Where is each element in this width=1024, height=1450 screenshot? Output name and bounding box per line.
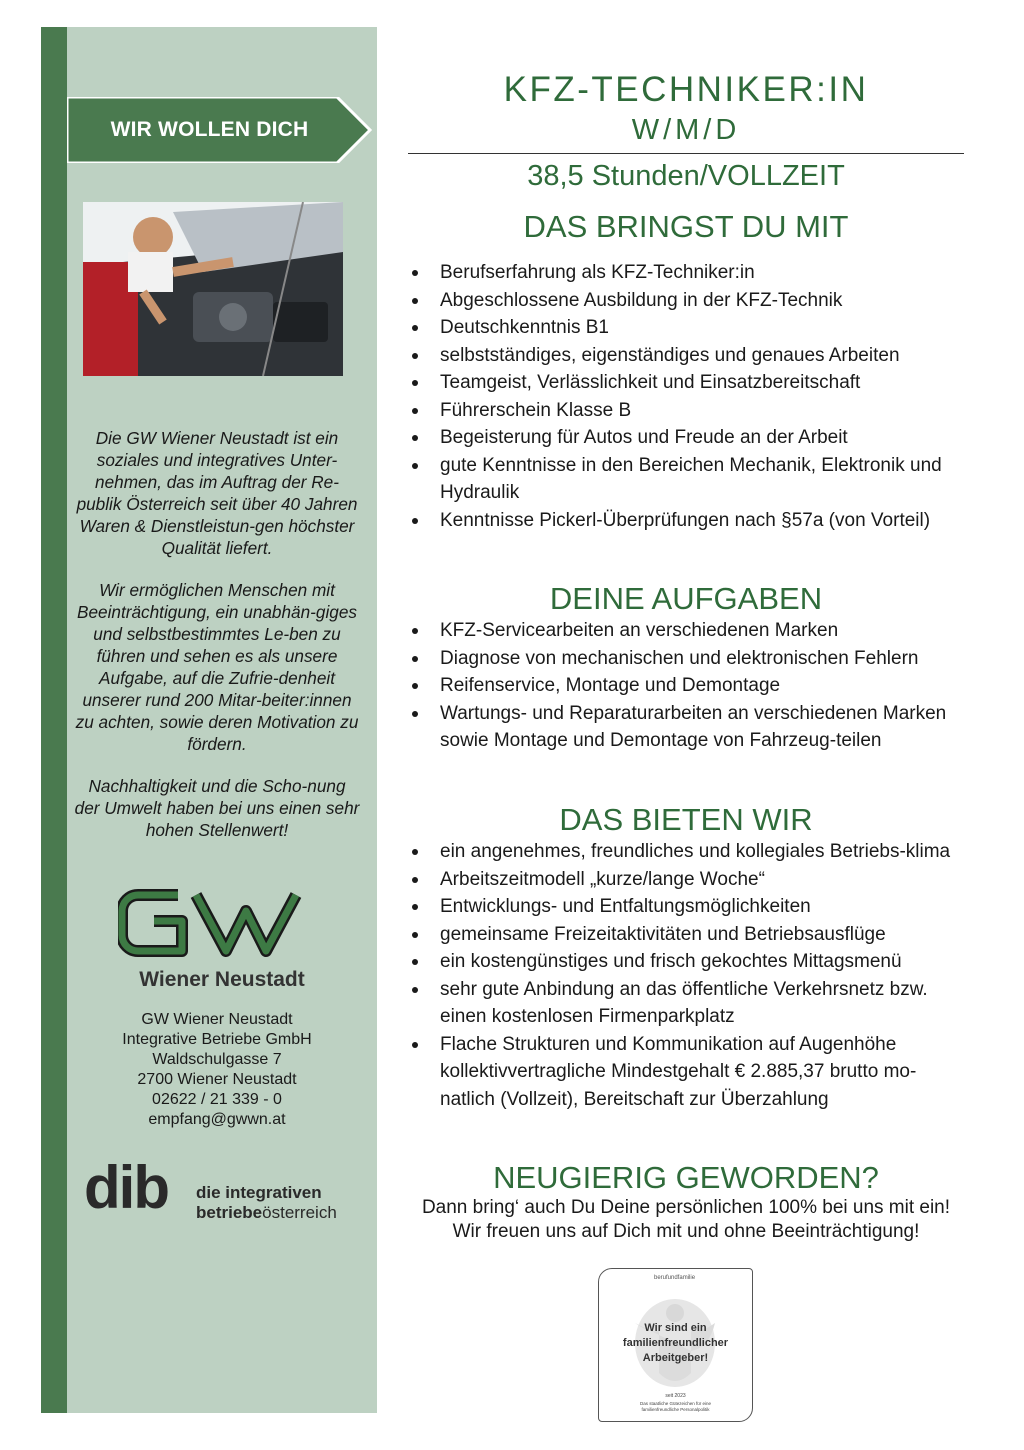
company-address [67, 1010, 367, 1130]
dib-tagline-2 [196, 1203, 337, 1223]
address-legal-name: Integrative Betriebe GmbH [122, 1031, 312, 1048]
badge-text-1: Wir sind ein [644, 1322, 707, 1334]
list-item: ein kostengünstiges und frisch gekochtes Mittagsmenü [410, 948, 970, 976]
list-item: gute Kenntnisse in den Bereichen Mechanik, Elektronik und Hydraulik [410, 452, 970, 507]
closing-line-2: Wir freuen uns auf Dich mit und ohne Beeinträchtigung! [452, 1220, 920, 1242]
list-item: Flache Strukturen und Kommunikation auf Augenhöhe kollektivvertragliche Mindestgehalt € 2.885,37 brutto mo-natlich (Vollzeit), Bereitschaft zur Überzahlung [410, 1031, 970, 1114]
list-item: Arbeitszeitmodell „kurze/lange Woche“ [410, 866, 970, 894]
dib-wordmark: dib [84, 1154, 168, 1221]
curious-heading: NEUGIERIG GEWORDEN? [493, 1160, 879, 1195]
title-divider [408, 153, 964, 154]
list-item: Reifenservice, Montage und Demontage [410, 672, 970, 700]
mechanic-photo [83, 202, 343, 376]
list-item: Abgeschlossene Ausbildung in der KFZ-Technik [410, 287, 970, 315]
badge-text-2: familienfreundlicher [622, 1337, 729, 1349]
address-email: empfang@gwwn.at [148, 1111, 286, 1128]
gw-logo-name: Wiener Neustadt [139, 968, 305, 991]
list-item: Kenntnisse Pickerl-Überprüfungen nach §57a (von Vorteil) [410, 507, 970, 535]
badge-footer-1: Das staatliche Gütezeichen für eine [639, 1401, 712, 1406]
family-friendly-badge [598, 1268, 753, 1422]
list-item: Begeisterung für Autos und Freude an der Arbeit [410, 424, 970, 452]
badge-text [599, 1321, 752, 1366]
banner-text: WIR WOLLEN DICH [110, 118, 309, 141]
list-item: Diagnose von mechanischen und elektronischen Fehlern [410, 645, 970, 673]
dib-tagline-2-rest: österreich [262, 1203, 337, 1222]
sidebar-accent-bar [41, 27, 67, 1413]
badge-header: berufundfamilie [654, 1275, 696, 1281]
badge-since: seit 2023 [665, 1393, 686, 1399]
address-phone: 02622 / 21 339 - 0 [152, 1091, 282, 1108]
address-city: 2700 Wiener Neustadt [137, 1071, 297, 1088]
tasks-list [410, 617, 970, 755]
section-heading-requirements: DAS BRINGST DU MIT [523, 209, 849, 244]
list-item: selbstständiges, eigenständiges und genaues Arbeiten [410, 342, 970, 370]
about-paragraph-1: Die GW Wiener Neustadt ist ein soziales und integratives Unter-nehmen, das im Auftrag der Re-publik Österreich seit über 40 Jahren Waren & Dienstleistun-gen höchster Qualität liefert. [76, 428, 358, 558]
badge-text-3: Arbeitgeber! [642, 1352, 709, 1364]
dib-tagline-2-bold: betriebe [196, 1203, 263, 1222]
requirements-list [410, 259, 970, 534]
offer-list [410, 838, 970, 1113]
list-item: Deutschkenntnis B1 [410, 314, 970, 342]
working-hours: 38,5 Stunden/VOLLZEIT [527, 160, 845, 192]
dib-tagline-1: die integrativen [196, 1183, 322, 1202]
gender-note: W/M/D [631, 114, 741, 146]
about-paragraph-3: Nachhaltigkeit und die Scho-nung der Umwelt haben bei uns einen sehr hohen Stellenwert! [74, 776, 360, 840]
list-item: Teamgeist, Verlässlichkeit und Einsatzbereitschaft [410, 369, 970, 397]
list-item: Berufserfahrung als KFZ-Techniker:in [410, 259, 970, 287]
job-title: KFZ-TECHNIKER:IN [503, 70, 869, 109]
list-item: Entwicklungs- und Entfaltungsmöglichkeiten [410, 893, 970, 921]
list-item: Führerschein Klasse B [410, 397, 970, 425]
closing-line-1: Dann bring‘ auch Du Deine persönlichen 100% bei uns mit ein! [421, 1197, 951, 1218]
section-heading-offer: DAS BIETEN WIR [559, 802, 813, 837]
list-item: gemeinsame Freizeitaktivitäten und Betriebsausflüge [410, 921, 970, 949]
list-item: Wartungs- und Reparaturarbeiten an verschiedenen Marken sowie Montage und Demontage von Fahrzeug-teilen [410, 700, 970, 755]
list-item: KFZ-Servicearbeiten an verschiedenen Marken [410, 617, 970, 645]
company-description [74, 427, 360, 861]
address-company: GW Wiener Neustadt [141, 1011, 293, 1028]
badge-footer [599, 1401, 752, 1413]
dib-logo [84, 1154, 364, 1227]
badge-footer-2: familienfreundliche Personalpolitik [641, 1407, 710, 1412]
closing-text [408, 1196, 964, 1243]
section-heading-tasks: DEINE AUFGABEN [549, 581, 823, 616]
about-paragraph-2: Wir ermöglichen Menschen mit Beeinträchtigung, ein unabhän-giges und selbstbestimmtes Le-ben zu führen und sehen es als unsere Aufgabe, auf die Zufrie-denheit unserer rund 200 Mitar-beiter:innen zu achten, sowie deren Motivation zu fördern. [75, 580, 359, 754]
address-street: Waldschulgasse 7 [152, 1051, 282, 1068]
banner [67, 97, 372, 163]
list-item: ein angenehmes, freundliches und kollegiales Betriebs-klima [410, 838, 970, 866]
list-item: sehr gute Anbindung an das öffentliche Verkehrsnetz bzw. einen kostenlosen Firmenparkplatz [410, 976, 970, 1031]
